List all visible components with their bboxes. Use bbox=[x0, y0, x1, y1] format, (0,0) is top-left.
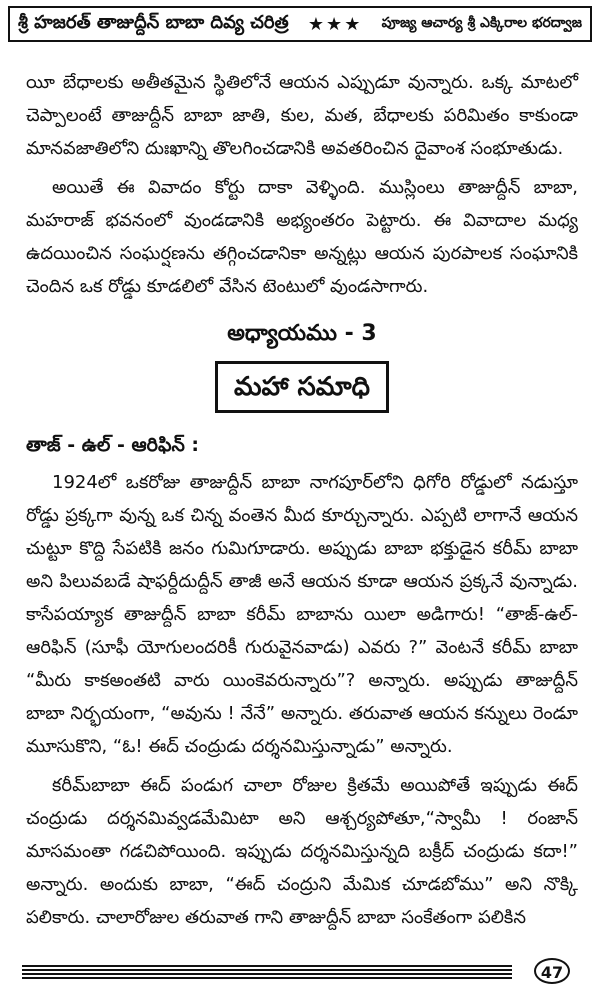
section-heading: తాజ్ - ఉల్ - ఆరిఫిన్ : bbox=[26, 434, 200, 456]
paragraph: అయితే ఈ వివాదం కోర్టు దాకా వెళ్ళింది. ముస్లింలు తాజుద్దీన్ బాబా, మహరాజ్ భవనంలో వుండడానికి అభ్యంతరం పెట్టారు. ఈ వివాదాల మధ్య ఉదయించిన సంఘర్షణను తగ్గించడానికా అన్నట్లు ఆయన పురపాలక సంఘానికి చెందిన ఒక రోడ్డు కూడలిలో వేసిన టెంటులో వుండసాగారు. bbox=[26, 177, 578, 297]
book-title: శ్రీ హజరత్ తాజుద్దీన్ బాబా దివ్య చరిత్ర bbox=[18, 11, 289, 33]
footer-line bbox=[22, 973, 512, 975]
author-name: పూజ్య ఆచార్య శ్రీ ఎక్కిరాల భరద్వాజ bbox=[381, 14, 582, 31]
paragraph: కరీమ్‌బాబా ఈద్ పండుగ చాలా రోజుల క్రితమే అయిపోతే ఇప్పుడు ఈద్ చంద్రుడు దర్శనమివ్వడమేమిటా అని ఆశ్చర్యపోతూ,“స్వామీ ! రంజాన్ మాసమంతా గడచిపోయింది. ఇప్పుడు దర్శనమిస్తున్నది బక్రీద్ చంద్రుడు కదా!” అన్నారు. అందుకు బాబా, “ఈద్ చంద్రుని మేమిక చూడబోము” అని నొక్కి పలికారు. చాలారోజుల తరువాత గాని తాజుద్దీన్ బాబా సంకేతంగా పలికిన bbox=[26, 775, 578, 928]
star-separator-icon: ★★★ bbox=[307, 13, 363, 35]
paragraph: 1924లో ఒకరోజు తాజుద్దీన్ బాబా నాగపూర్‌లోని ధిగోరి రోడ్డులో నడుస్తూ రోడ్డు ప్రక్కగా వున్న ఒక చిన్న వంతెన మీద కూర్చున్నారు. ఎప్పటి లాగానే ఆయన చుట్టూ కొద్ది సేపటికి జనం గుమిగూడారు. అప్పుడు బాబా భక్తుడైన కరీమ్ బాబా అని పిలువబడే షాఫర్దీదుద్దీన్ తాజీ అనే ఆయన కూడా ఆయన ప్రక్కనే వున్నాడు. కాసేపయ్యాక తాజుద్దీన్ బాబా కరీమ్ బాబాను యిలా అడిగారు! “తాజ్-ఉల్-ఆరిఫిన్ (సూఫీ యోగులందరికీ గురువైనవాడు) ఎవరు ?” వెంటనే కరీమ్ బాబా “మీరు కాకఅంతటి వారు యింకెవరున్నారు”? అన్నారు. అప్పుడు తాజుద్దీన్ బాబా నిర్భయంగా, “అవును ! నేనే” అన్నారు. తరువాత ఆయన కన్నులు రెండూ మూసుకొని, “ఓ! ఈద్ చంద్రుడు దర్శనమిస్తున్నాడు” అన్నారు. bbox=[26, 472, 578, 757]
page-body bbox=[26, 66, 578, 940]
footer-line bbox=[22, 965, 512, 967]
paragraph: యీ బేధాలకు అతీతమైన స్థితిలోనే ఆయన ఎప్పుడూ వున్నారు. ఒక్క మాటలో చెప్పాలంటే తాజుద్దీన్ బాబా జాతి, కుల, మత, బేధాలకు పరిమితం కాకుండా మానవజాతిలోని దుఃఖాన్ని తొలగించడానికి అవతరించిన దైవాంశ సంభూతుడు. bbox=[26, 72, 578, 159]
footer-rule bbox=[22, 965, 578, 979]
page-number: 47 bbox=[534, 958, 570, 984]
footer-line bbox=[22, 969, 512, 971]
footer-line bbox=[22, 977, 512, 979]
running-header bbox=[8, 6, 592, 42]
chapter-title: మహా సమాధి bbox=[215, 361, 389, 413]
chapter-number: అధ్యాయము - 3 bbox=[227, 321, 377, 346]
chapter-title-container bbox=[26, 361, 578, 413]
